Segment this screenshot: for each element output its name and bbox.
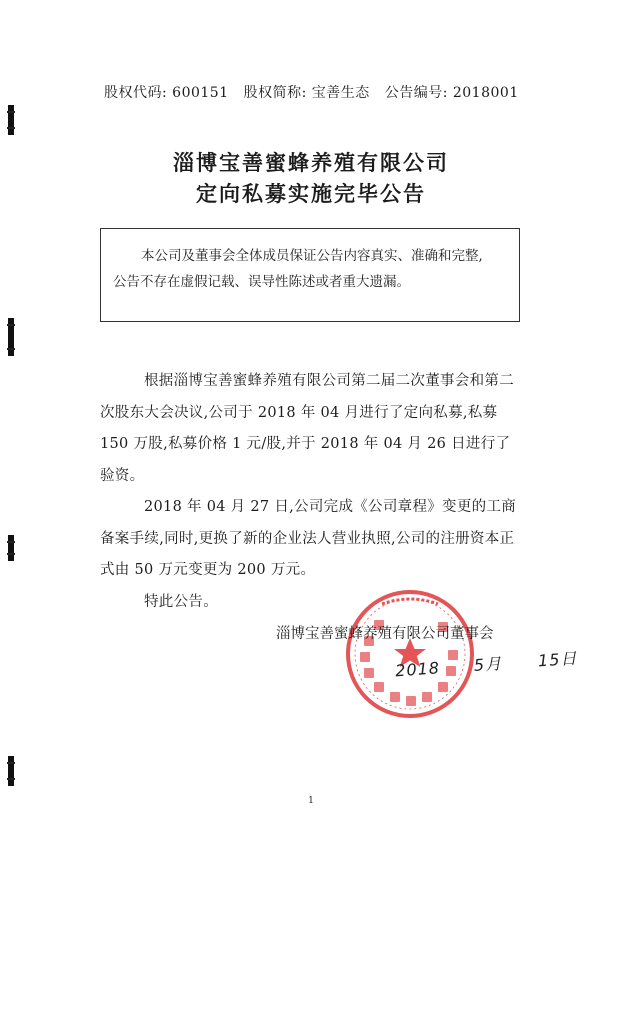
- body-paragraph-2: 2018 年 04 月 27 日,公司完成《公司章程》变更的工商备案手续,同时,更换了新的企业法人营业执照,公司的注册资本正式由 50 万元变更为 200 万元。: [100, 499, 517, 578]
- handwritten-day: 15日: [537, 648, 578, 671]
- scan-edge-mark: [8, 318, 14, 356]
- handwritten-year: 2018: [394, 658, 441, 681]
- scan-edge-mark: [8, 756, 14, 786]
- body-paragraph-1: 根据淄博宝善蜜蜂养殖有限公司第二届二次董事会和第二次股东大会决议,公司于 2018 年 04 月进行了定向私募,私募 150 万股,私募价格 1 元/股,并于 2018 年 04 月 26 日进行了验资。: [100, 373, 514, 484]
- notice-number: 公告编号: 2018001: [384, 85, 519, 101]
- announcement-body: [100, 366, 525, 618]
- stock-abbreviation: 股权简称: 宝善生态: [243, 85, 370, 101]
- company-title: 淄博宝善蜜蜂养殖有限公司: [173, 150, 449, 175]
- stock-info-line: [104, 82, 544, 102]
- page-number: 1: [308, 796, 314, 806]
- scan-edge-mark: [8, 535, 14, 561]
- disclaimer-line-1: 本公司及董事会全体成员保证公告内容真实、准确和完整,: [141, 248, 483, 264]
- handwritten-month: 5月: [473, 653, 503, 675]
- disclaimer-box: [100, 228, 520, 322]
- scan-edge-mark: [8, 105, 14, 135]
- stock-code: 股权代码: 600151: [104, 85, 229, 101]
- disclaimer-line-2: 公告不存在虚假记载、误导性陈述或者重大遗漏。: [113, 274, 410, 290]
- body-paragraph-3: 特此公告。: [144, 593, 218, 610]
- announcement-title: 定向私募实施完毕公告: [196, 181, 426, 206]
- board-signature: 淄博宝善蜜蜂养殖有限公司董事会: [276, 626, 494, 642]
